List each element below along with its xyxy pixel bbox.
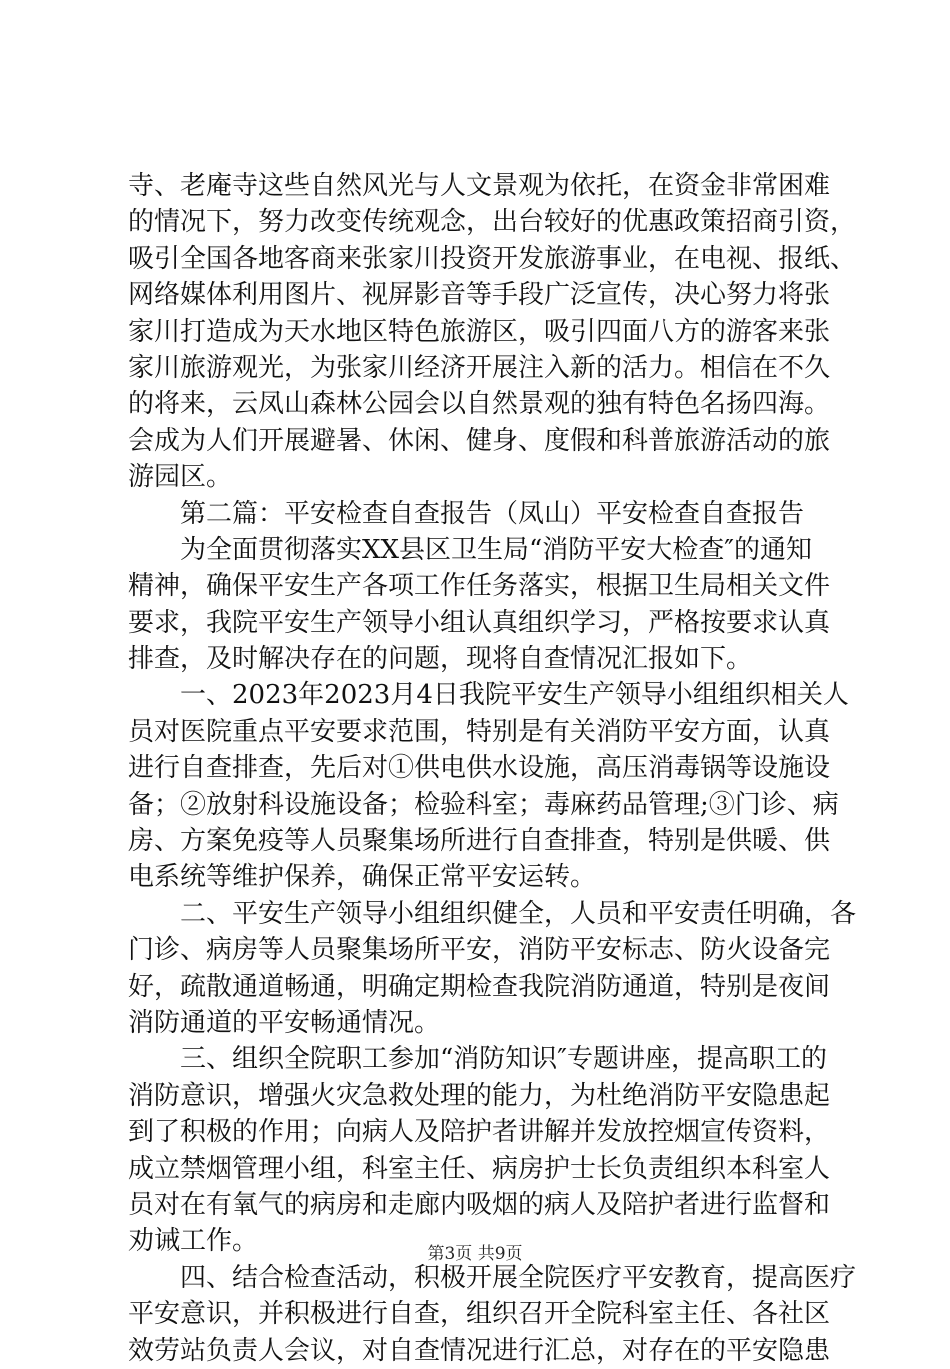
text-line: 会成为人们开展避暑、休闲、健身、度假和科普旅游活动的旅 (128, 425, 831, 456)
text-line: 家川打造成为天水地区特色旅游区，吸引四面八方的游客来张 (128, 316, 831, 347)
document-body (128, 168, 857, 1369)
text-line: 的将来，云凤山森林公园会以自然景观的独有特色名扬四海。 (128, 389, 831, 420)
page-number-footer: 第3页 共9页 (427, 1244, 523, 1264)
text-line: 进行自查排查，先后对①供电供水设施，高压消毒锅等设施设 (128, 753, 831, 784)
text-line: 四、结合检查活动，积极开展全院医疗平安教育，提高医疗 (128, 1262, 857, 1293)
text-line: 三、组织全院职工参加“消防知识″专题讲座，提高职工的 (128, 1044, 828, 1075)
text-line: 为全面贯彻落实XX县区卫生局“消防平安大检查″的通知 (128, 534, 813, 565)
text-line: 劝诫工作。 (128, 1226, 259, 1257)
text-line: 员对在有氧气的病房和走廊内吸烟的病人及陪护者进行监督和 (128, 1189, 831, 1220)
text-line: 好，疏散通道畅通，明确定期检查我院消防通道，特别是夜间 (128, 971, 831, 1002)
text-line: 消防意识，增强火灾急救处理的能力，为杜绝消防平安隐患起 (128, 1080, 831, 1111)
text-line: 房、方案免疫等人员聚集场所进行自查排查，特别是供暖、供 (128, 826, 831, 857)
text-line: 游园区。 (128, 462, 233, 493)
text-line: 吸引全国各地客商来张家川投资开发旅游事业，在电视、报纸、 (128, 243, 857, 274)
text-line: 网络媒体利用图片、视屏影音等手段广泛宣传，决心努力将张 (128, 280, 831, 311)
text-line: 排查，及时解决存在的问题，现将自查情况汇报如下。 (128, 644, 753, 675)
text-line: 门诊、病房等人员聚集场所平安，消防平安标志、防火设备完 (128, 935, 831, 966)
text-line: 备；②放射科设施设备；检验科室；毒麻药品管理;③门诊、病 (128, 789, 839, 820)
text-line: 二、平安生产领导小组组织健全，人员和平安责任明确，各 (128, 898, 857, 929)
text-line: 精神，确保平安生产各项工作任务落实，根据卫生局相关文件 (128, 571, 831, 602)
text-line: 一、2023年2023月4日我院平安生产领导小组组织相关人 (128, 680, 849, 711)
text-line: 电系统等维护保养，确保正常平安运转。 (128, 862, 597, 893)
text-line: 员对医院重点平安要求范围，特别是有关消防平安方面，认真 (128, 716, 831, 747)
text-line: 的情况下，努力改变传统观念，出台较好的优惠政策招商引资， (128, 207, 857, 238)
text-line: 成立禁烟管理小组，科室主任、病房护士长负责组织本科室人 (128, 1153, 831, 1184)
text-line: 消防通道的平安畅通情况。 (128, 1007, 441, 1038)
text-line: 寺、老庵寺这些自然风光与人文景观为依托，在资金非常困难 (128, 171, 831, 201)
text-line: 家川旅游观光，为张家川经济开展注入新的活力。相信在不久 (128, 352, 831, 383)
text-line: 要求，我院平安生产领导小组认真组织学习，严格按要求认真 (128, 607, 831, 638)
text-line: 到了积极的作用；向病人及陪护者讲解并发放控烟宣传资料， (128, 1117, 831, 1148)
text-line: 平安意识，并积极进行自查，组织召开全院科室主任、各社区 (128, 1299, 831, 1330)
section-heading: 第二篇：平安检查自查报告（凤山）平安检查自查报告 (128, 498, 805, 529)
text-line: 效劳站负责人会议，对自查情况进行汇总，对存在的平安隐患 (128, 1335, 831, 1366)
